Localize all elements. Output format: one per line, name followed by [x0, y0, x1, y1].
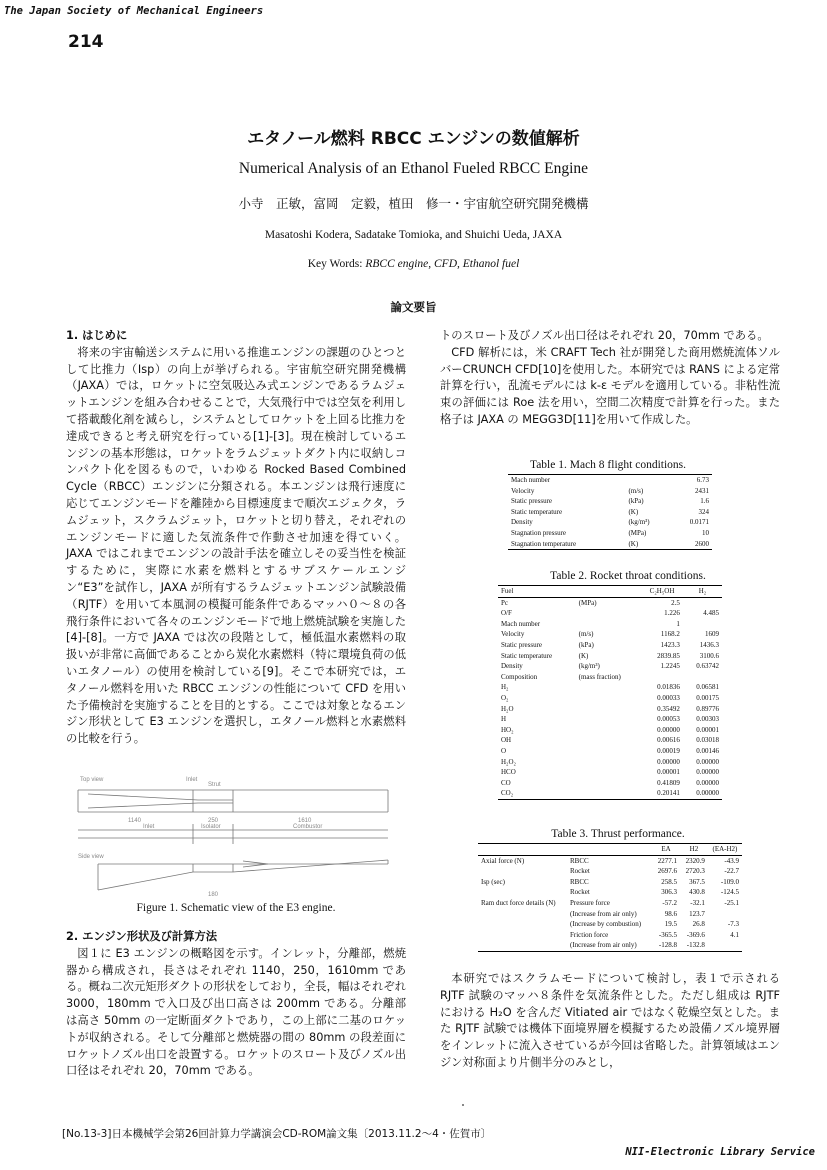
table-cell: 4.1	[730, 930, 739, 939]
table-cell: 258.5	[661, 877, 678, 886]
table-cell: 0.00000	[696, 757, 719, 766]
table-cell: 0.00053	[657, 715, 680, 724]
table-cell: 123.7	[689, 909, 705, 918]
table-cell: 1436.3	[699, 640, 719, 649]
table-cell: 4.485	[703, 609, 719, 618]
figure-label: Inlet	[186, 777, 198, 783]
table-cell: 430.8	[689, 888, 705, 897]
table-1-caption: Table 1. Mach 8 flight conditions.	[529, 459, 686, 471]
table-cell	[576, 757, 642, 768]
figure-label: Combustor	[293, 824, 323, 830]
figure-label: Top view	[80, 777, 104, 783]
table-cell	[576, 619, 642, 630]
table-1-grid	[508, 475, 712, 549]
table-cell	[683, 619, 722, 630]
table-row	[478, 855, 742, 866]
table-cell: H₂O₂	[501, 757, 516, 766]
table-cell: 0.01836	[657, 683, 680, 692]
table-cell: -109.0	[720, 877, 739, 886]
figure-1	[68, 772, 404, 900]
table-cell: 0.20141	[657, 789, 680, 798]
table-cell: 0.00000	[696, 778, 719, 787]
table-row	[478, 919, 742, 930]
table-cell: Fuel	[501, 587, 514, 595]
table-cell	[576, 704, 642, 715]
table-cell	[708, 940, 742, 951]
abstract-heading: 論文要旨	[390, 300, 437, 314]
table-2-grid	[498, 586, 722, 799]
table-row	[498, 693, 722, 704]
table-row	[508, 517, 712, 528]
section-2-paragraph-3: 本研究ではスクラムモードについて検討し，表１で示される RJTF 試験のマッハ８条件を気流条件とした。ただし組成は RJTF における H₂O を含んだ Vitiated air ではなく乾燥空気とした。また RJTF 試験では機体下面境界層を模擬するため設備ノズル境界層をインレットに流入させているが今回は省略した。計算領域はエンジン対称面より片側半分のみとし，	[440, 972, 780, 1069]
table-cell: H₂	[698, 587, 707, 595]
table-row	[478, 940, 742, 951]
table-cell: OH	[501, 736, 512, 745]
table-2	[498, 585, 722, 800]
table-cell	[576, 735, 642, 746]
society-header: The Japan Society of Mechanical Engineers	[4, 5, 264, 17]
table-cell: 0.41809	[657, 778, 680, 787]
table-cell: 1	[676, 619, 680, 628]
table-cell: (Increase by combustion)	[570, 920, 642, 929]
table-row	[498, 735, 722, 746]
table-cell	[708, 909, 742, 920]
table-cell: Isp (sec)	[481, 877, 505, 886]
table-cell: Velocity	[501, 630, 525, 639]
table-cell: 0.89776	[696, 704, 719, 713]
figure-label: 1610	[298, 818, 312, 824]
table-cell: 1.2245	[660, 662, 680, 671]
table-cell: -43.9	[724, 856, 739, 865]
table-cell: (kg/m³)	[628, 518, 650, 527]
table-cell: 1168.2	[660, 630, 680, 639]
table-cell: Static temperature	[501, 651, 553, 660]
table-3-caption: Table 3. Thrust performance.	[551, 828, 685, 840]
table-3	[478, 843, 742, 952]
page-dot	[462, 1104, 464, 1106]
table-cell: Stagnation temperature	[511, 539, 577, 548]
table-row	[498, 640, 722, 651]
table-cell	[576, 693, 642, 704]
table-row	[498, 778, 722, 789]
table-cell	[576, 682, 642, 693]
keywords-list: RBCC engine, CFD, Ethanol fuel	[365, 258, 520, 270]
table-cell: RBCC	[570, 856, 589, 865]
table-cell: -365.5	[658, 930, 678, 939]
keywords-label: Key Words:	[307, 258, 366, 270]
table-cell: 0.35492	[657, 704, 680, 713]
table-cell: 0.00000	[696, 768, 719, 777]
table-cell: 1609	[705, 630, 719, 639]
table-cell: (mass fraction)	[578, 672, 621, 681]
table-cell	[478, 909, 567, 920]
table-cell: (kPa)	[628, 497, 644, 506]
table-cell: 0.00000	[657, 725, 680, 734]
table-cell: -124.5	[720, 888, 739, 897]
table-cell: -32.1	[690, 898, 705, 907]
table-row	[498, 608, 722, 619]
table-cell: RBCC	[570, 877, 589, 886]
table-row	[498, 597, 722, 608]
table-row	[498, 619, 722, 630]
table-cell: (kg/m³)	[578, 662, 600, 671]
table-cell: (K)	[578, 651, 589, 660]
table-cell	[576, 586, 642, 597]
table-cell: -132.8	[686, 941, 705, 950]
figure-label: 250	[208, 818, 219, 824]
figure-label: 180	[208, 892, 219, 898]
table-cell: 0.00033	[657, 693, 680, 702]
table-cell: CO	[501, 778, 511, 787]
section-1-heading: 1. はじめに	[66, 329, 128, 342]
table-row	[498, 682, 722, 693]
table-cell: -128.8	[658, 941, 678, 950]
table-cell	[478, 940, 567, 951]
table-row	[478, 866, 742, 877]
table-cell	[576, 714, 642, 725]
table-cell: Rocket	[570, 867, 590, 876]
figure-1-caption: Figure 1. Schematic view of the E3 engine.	[136, 902, 336, 914]
table-cell	[576, 746, 642, 757]
table-cell: 0.00019	[657, 746, 680, 755]
left-column	[66, 328, 406, 748]
section-2-paragraph-1-cont: トのスロート及びノズル出口径はそれぞれ 20，70mm である。	[440, 329, 769, 342]
table-3-grid	[478, 844, 742, 951]
table-cell: 2839.85	[657, 651, 680, 660]
right-column-top	[440, 328, 780, 429]
table-cell: 0.00175	[696, 693, 719, 702]
table-cell: Axial force (N)	[481, 856, 525, 865]
table-cell: -25.1	[724, 898, 739, 907]
citation-footer: [No.13-3]日本機械学会第26回計算力学講演会CD-ROM論文集〔2013.11.2～4・佐賀市〕	[62, 1128, 492, 1140]
table-cell: 1.6	[700, 497, 709, 506]
table-row	[478, 877, 742, 888]
table-row	[498, 651, 722, 662]
table-cell: (m/s)	[578, 630, 594, 639]
table-1	[508, 474, 712, 550]
table-cell: (K)	[628, 539, 639, 548]
table-cell: 324	[698, 507, 709, 516]
table-cell: H₂O	[501, 704, 514, 713]
table-cell: 0.0171	[689, 518, 709, 527]
table-cell: Composition	[501, 672, 538, 681]
table-cell: 26.8	[692, 920, 705, 929]
table-cell: 0.06581	[696, 683, 719, 692]
table-cell	[576, 725, 642, 736]
table-cell: HO₂	[501, 725, 514, 734]
table-cell: 3100.6	[699, 651, 719, 660]
table-2-caption: Table 2. Rocket throat conditions.	[550, 570, 706, 582]
table-row	[498, 725, 722, 736]
table-cell: -369.6	[686, 930, 705, 939]
page-number: 214	[68, 32, 104, 52]
table-cell: Ram duct force details (N)	[481, 898, 556, 907]
table-cell: H2	[689, 845, 699, 853]
table-cell: 367.5	[689, 877, 705, 886]
table-cell: -22.7	[724, 867, 739, 876]
engine-schematic	[68, 772, 404, 900]
table-cell: 0.00146	[696, 746, 719, 755]
table-row	[478, 887, 742, 898]
table-cell: 0.00303	[696, 715, 719, 724]
table-cell: Mach number	[511, 476, 551, 484]
authors-japanese: 小寺 正敏，富岡 定毅，植田 修一・宇宙航空研究開発機構	[238, 196, 589, 211]
table-cell: Stagnation pressure	[511, 528, 567, 537]
table-row	[478, 909, 742, 920]
table-cell: (MPa)	[628, 528, 647, 537]
table-row	[508, 475, 712, 486]
table-cell	[478, 844, 567, 855]
table-row	[498, 661, 722, 672]
table-row	[508, 539, 712, 550]
keywords	[0, 258, 827, 270]
table-cell	[576, 608, 642, 619]
table-row	[498, 767, 722, 778]
table-cell	[576, 778, 642, 789]
table-cell: (EA-H2)	[712, 845, 738, 853]
title-english: Numerical Analysis of an Ethanol Fueled RBCC Engine	[238, 160, 589, 177]
table-cell: 0.63742	[696, 662, 719, 671]
table-cell: 10	[702, 528, 709, 537]
figure-label: Inlet	[143, 824, 155, 830]
table-header-row	[498, 586, 722, 597]
table-cell: (Increase from air only)	[570, 909, 637, 918]
left-column-section-2	[66, 929, 406, 1080]
table-row	[508, 507, 712, 518]
table-cell: -57.2	[662, 898, 678, 907]
table-cell: Static temperature	[511, 507, 563, 516]
table-row	[498, 746, 722, 757]
table-header-row	[478, 844, 742, 855]
right-column-bottom	[440, 971, 780, 1072]
table-cell: 1.226	[664, 609, 680, 618]
section-2-heading: 2. エンジン形状及び計算方法	[66, 930, 218, 943]
table-row	[498, 757, 722, 768]
table-cell: 2277.1	[657, 856, 678, 865]
table-cell: 0.00001	[657, 768, 680, 777]
table-cell: H₂	[501, 683, 509, 692]
table-cell: HCO	[501, 768, 516, 777]
table-row	[478, 898, 742, 909]
table-row	[498, 788, 722, 799]
nii-service-footer: NII-Electronic Library Service	[625, 1146, 815, 1158]
table-cell: (m/s)	[628, 486, 644, 495]
table-row	[508, 496, 712, 507]
table-cell: 0.00001	[696, 725, 719, 734]
section-2-paragraph-1: 図１に E3 エンジンの概略図を示す。インレット，分離部，燃焼器から構成され，長さはそれぞれ 1140，250，1610mm である。概ね二次元矩形ダクトの形状をしており，全長，幅はそれぞれ 3000，180mm で入口及び出口高さは 200mm である。分離部は高さ 50mm の一定断面ダクトであり，この上部に二基のロケットが収納される。そして分離部と燃焼器の間の 80mm の段差面にロケットノズル出口を設置する。ロケットのスロート及びノズル出口径はそれぞれ 20，70mm である。	[66, 946, 406, 1078]
table-cell	[576, 767, 642, 778]
table-cell	[641, 672, 683, 683]
table-cell: (Increase from air only)	[570, 941, 637, 950]
table-cell: (K)	[628, 507, 639, 516]
table-row	[498, 704, 722, 715]
title-japanese: エタノール燃料 RBCC エンジンの数値解析	[247, 129, 580, 149]
table-cell: 2720.3	[685, 867, 705, 876]
table-row	[498, 629, 722, 640]
table-cell: CO₂	[501, 789, 514, 798]
table-cell: H	[501, 715, 507, 724]
figure-label: 1140	[128, 818, 141, 824]
section-2-paragraph-2: CFD 解析には，米 CRAFT Tech 社が開発した商用燃焼流体ソルバーCRUNCH CFD[10]を使用した。本研究では RANS による定常計算を行い，乱流モデルには k-ε モデルを適用している。非粘性流束の評価には Roe 法を用い，空間二次精度で計算を行った。また格子は JAXA の MEGG3D[11]を用いて作成した。	[440, 345, 780, 426]
table-cell: 0.00000	[657, 757, 680, 766]
table-cell: Pc	[501, 598, 508, 607]
table-cell	[478, 930, 567, 941]
table-cell	[625, 475, 670, 486]
table-cell: 6.73	[696, 476, 709, 484]
table-cell	[478, 887, 567, 898]
table-cell: 2.5	[671, 598, 680, 607]
table-cell: 306.3	[661, 888, 678, 897]
table-cell: Rocket	[570, 888, 590, 897]
table-cell: C₂H₅OH	[649, 587, 675, 595]
authors-english: Masatoshi Kodera, Sadatake Tomioka, and Shuichi Ueda, JAXA	[264, 229, 563, 241]
table-cell: Density	[511, 518, 533, 527]
table-cell	[478, 919, 567, 930]
table-row	[498, 672, 722, 683]
table-cell: O	[501, 746, 507, 755]
table-cell: 1423.3	[660, 640, 680, 649]
table-cell: Density	[501, 662, 523, 671]
table-cell: 98.6	[664, 909, 678, 918]
table-cell	[683, 672, 722, 683]
section-1-paragraph: 将来の宇宙輸送システムに用いる推進エンジンの課題のひとつとして比推力（Isp）の向上が挙げられる。宇宙航空研究開発機構（JAXA）では，ロケットに空気吸込み式エンジンであるラムジェットエンジンを組み合わせることで，大気飛行中では空気を利用して搭載酸化剤を減らし，システムとしてロケットを上回る比推力を達成できると考え研究を行っている[1]-[3]。現在検討しているエンジンの基本形態は，ロケットをラムジェットダクト内に収納しコンパクト化を図るもので，いわゆる Rocked Based Combined Cycle（RBCC）エンジンに分類される。本エンジンは飛行速度に応じてエンジンモードを離陸から目標速度まで順次エジェクタ，ラムジェット，スクラムジェット，ロケットと切り替え，それぞれのエンジンモードに適した気流条件で作動させ加速を得ていく。JAXA ではこれまでエンジンの設計手法を確立しその妥当性を検証するために，実際に水素を燃料とするサブスケールエンジン“E3”を試作し，JAXA が所有するラムジェットエンジン試験設備（RJTF）を用いて本風洞の模擬可能条件であるマッハ０～８の各飛行条件において各々のエンジンモードで地上燃焼試験を実施した[4]-[8]。一方で JAXA では次の段階として，極低温水素燃料の取扱いが非常に高価であることから炭化水素燃料（特に環境負荷の低いエタノール）の使用を検討している[9]。そこで本研究では，エタノール燃料を用いた RBCC エンジンの性能について CFD を用いた予備検討を実施することを目的とする。ここでは対象となるエンジン形状として E3 エンジンを選択し，エタノール燃料と水素燃料の比較を行う。	[66, 345, 406, 746]
table-row	[478, 930, 742, 941]
table-row	[498, 714, 722, 725]
table-row	[508, 528, 712, 539]
table-cell: -7.3	[727, 920, 739, 929]
table-cell: 19.5	[664, 920, 678, 929]
table-cell	[576, 788, 642, 799]
table-cell: 2431	[695, 486, 709, 495]
table-cell: Pressure force	[570, 898, 610, 907]
figure-label: Strut	[208, 782, 221, 788]
table-cell: 0.00616	[657, 736, 680, 745]
table-cell: 2600	[695, 539, 709, 548]
table-row	[508, 486, 712, 497]
table-cell: O₂	[501, 693, 509, 702]
table-cell: 2320.9	[685, 856, 705, 865]
table-cell	[478, 866, 567, 877]
table-cell: (MPa)	[578, 598, 597, 607]
table-cell: O/F	[501, 609, 512, 618]
table-cell	[567, 844, 652, 855]
table-cell: EA	[661, 845, 671, 853]
table-cell: Static pressure	[501, 640, 543, 649]
table-cell: 0.03018	[696, 736, 719, 745]
figure-label: Side view	[78, 854, 104, 860]
figure-label: Isolator	[201, 824, 221, 830]
table-cell: Mach number	[501, 619, 541, 628]
table-cell: (kPa)	[578, 640, 594, 649]
table-cell: Velocity	[511, 486, 535, 495]
table-cell: 2697.6	[657, 867, 678, 876]
table-cell	[683, 597, 722, 608]
table-cell: Static pressure	[511, 497, 553, 506]
table-cell: 0.00000	[696, 789, 719, 798]
table-cell: Friction force	[570, 930, 609, 939]
